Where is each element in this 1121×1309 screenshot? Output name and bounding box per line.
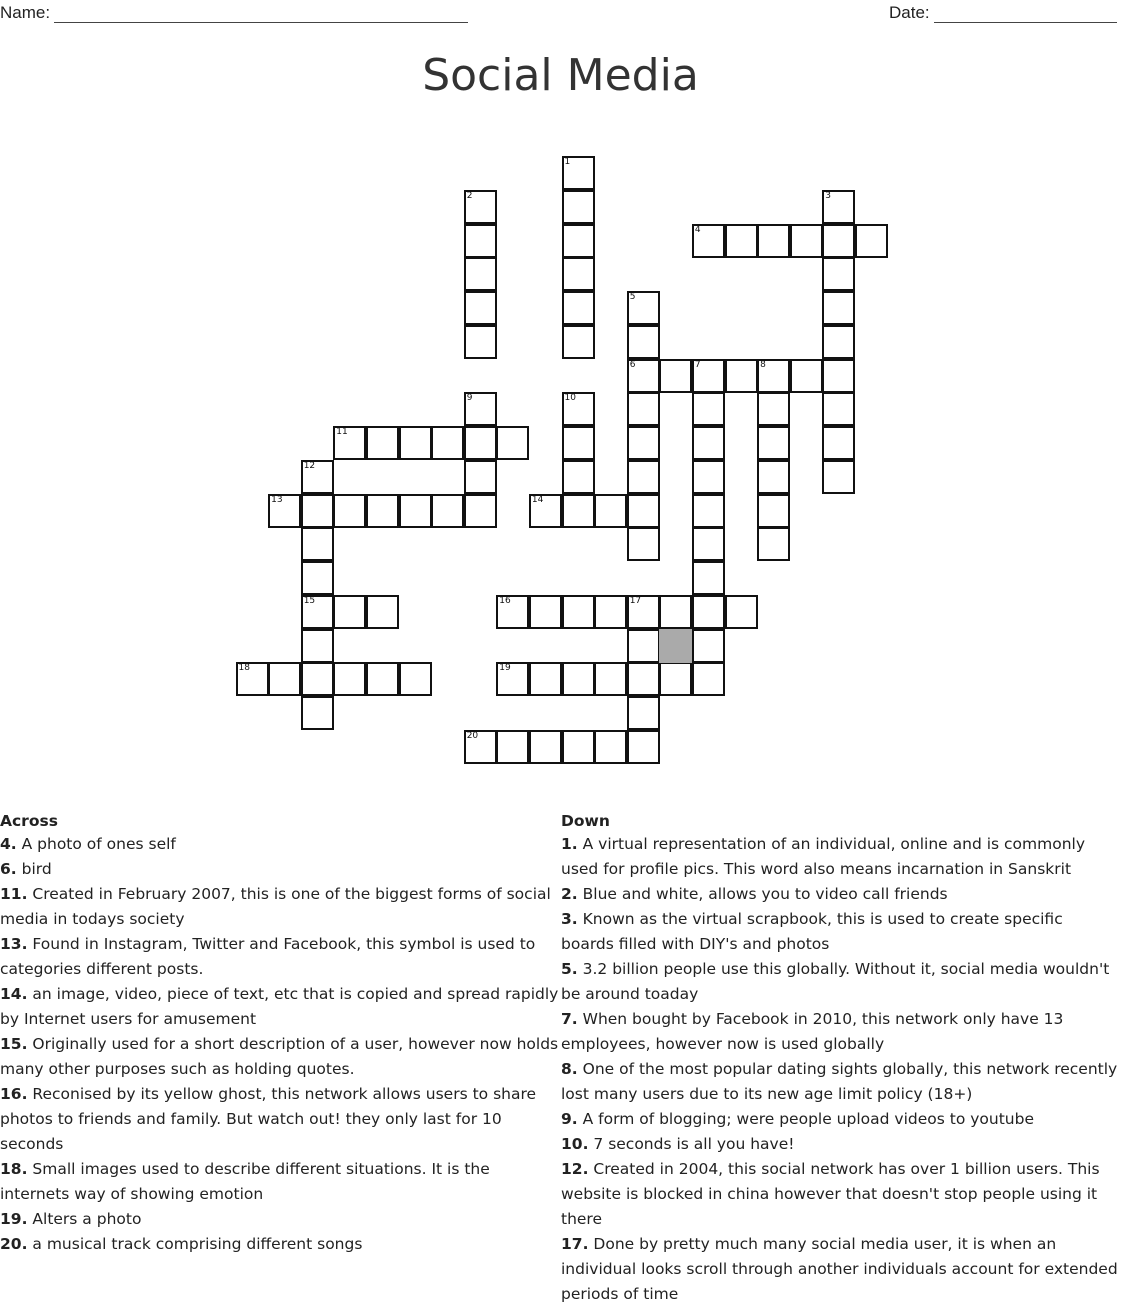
cell-number: 7 <box>694 359 701 370</box>
grid-cell[interactable] <box>822 291 855 325</box>
grid-cell[interactable] <box>464 426 497 460</box>
grid-cell[interactable] <box>594 730 627 764</box>
grid-cell[interactable] <box>529 730 562 764</box>
grid-cell[interactable] <box>594 662 627 696</box>
grid-cell[interactable] <box>822 426 855 460</box>
grid-cell[interactable] <box>366 494 399 528</box>
clue-text: Small images used to describe different situations. It is the internets way of showing emotion <box>0 1160 490 1203</box>
across-heading: Across <box>0 812 58 830</box>
down-clue <box>561 957 1119 1007</box>
grid-cell[interactable] <box>301 460 334 494</box>
down-clue <box>561 1007 1119 1057</box>
grid-cell[interactable] <box>333 595 366 629</box>
grid-cell[interactable] <box>464 730 497 764</box>
grid-cell[interactable] <box>464 224 497 258</box>
grid-cell[interactable] <box>757 527 790 561</box>
cell-number: 13 <box>271 494 283 505</box>
grid-cell[interactable] <box>627 325 660 359</box>
clue-number: 14. <box>0 985 28 1003</box>
cell-number: 3 <box>825 190 832 201</box>
grid-cell[interactable] <box>659 662 692 696</box>
clue-text: Found in Instagram, Twitter and Facebook, this symbol is used to categories different posts. <box>0 935 536 978</box>
down-clue <box>561 882 1119 907</box>
grid-cell[interactable] <box>333 426 366 460</box>
grid-cell[interactable] <box>692 527 725 561</box>
down-clues <box>561 810 1119 1307</box>
across-clue <box>0 1207 560 1232</box>
grid-cell[interactable] <box>627 426 660 460</box>
grid-cell[interactable] <box>627 595 660 629</box>
clue-text: bird <box>21 860 52 878</box>
cell-number: 17 <box>629 595 642 606</box>
cell-number: 2 <box>466 190 473 201</box>
clue-text: 7 seconds is all you have! <box>593 1135 795 1153</box>
clue-number: 19. <box>0 1210 28 1228</box>
grid-cell[interactable] <box>236 662 269 696</box>
clue-text: One of the most popular dating sights globally, this network recently lost many users due to its new age limit policy (18+) <box>561 1060 1118 1103</box>
grid-cell[interactable] <box>725 224 758 258</box>
grid-cell[interactable] <box>562 494 595 528</box>
across-clue <box>0 982 560 1032</box>
clue-number: 12. <box>561 1160 589 1178</box>
grid-cell[interactable] <box>855 224 888 258</box>
across-clue <box>0 1082 560 1157</box>
grid-cell[interactable] <box>757 224 790 258</box>
across-clue <box>0 857 560 882</box>
grid-cell[interactable] <box>594 595 627 629</box>
down-clue <box>561 1232 1119 1307</box>
clue-text: Created in February 2007, this is one of the biggest forms of social media in todays society <box>0 885 551 928</box>
shaded-cell <box>659 629 692 663</box>
grid-cell[interactable] <box>464 460 497 494</box>
cell-number: 10 <box>564 393 576 404</box>
across-clue <box>0 882 560 932</box>
down-clue <box>561 832 1119 882</box>
cell-number: 5 <box>629 292 636 302</box>
grid-cell[interactable] <box>301 494 334 528</box>
grid-cell[interactable] <box>562 325 595 359</box>
across-clue <box>0 932 560 982</box>
grid-cell[interactable] <box>757 359 790 393</box>
grid-cell[interactable] <box>366 426 399 460</box>
grid-cell[interactable] <box>627 527 660 561</box>
grid-cell[interactable] <box>757 494 790 528</box>
grid-cell[interactable] <box>366 662 399 696</box>
cell-number: 11 <box>336 427 348 437</box>
clue-number: 4. <box>0 835 17 853</box>
grid-cell[interactable] <box>301 595 334 629</box>
grid-cell[interactable] <box>822 325 855 359</box>
down-clue <box>561 1057 1119 1107</box>
clue-number: 5. <box>561 960 578 978</box>
grid-cell[interactable] <box>562 730 595 764</box>
clue-number: 13. <box>0 935 28 953</box>
grid-cell[interactable] <box>301 527 334 561</box>
grid-cell[interactable] <box>464 291 497 325</box>
clue-number: 17. <box>561 1235 589 1253</box>
down-clue <box>561 1157 1119 1232</box>
grid-cell[interactable] <box>366 595 399 629</box>
grid-cell[interactable] <box>562 460 595 494</box>
grid-cell[interactable] <box>268 494 301 528</box>
grid-cell[interactable] <box>692 494 725 528</box>
grid-cell[interactable] <box>464 190 497 224</box>
grid-cell[interactable] <box>464 257 497 291</box>
grid-cell[interactable] <box>757 460 790 494</box>
cell-number: 14 <box>531 494 544 505</box>
grid-cell[interactable] <box>301 696 334 730</box>
clue-text: Created in 2004, this social network has over 1 billion users. This website is blocked in china however that doesn't stop people using it there <box>561 1160 1100 1228</box>
across-clue <box>0 832 560 857</box>
clue-text: Alters a photo <box>32 1210 142 1228</box>
grid-cell[interactable] <box>627 629 660 663</box>
grid-cell[interactable] <box>692 460 725 494</box>
cell-number: 15 <box>303 595 316 606</box>
clue-text: an image, video, piece of text, etc that is copied and spread rapidly by Internet users for amusement <box>0 985 559 1028</box>
grid-cell[interactable] <box>692 392 725 426</box>
name-label: Name: <box>0 3 51 22</box>
clue-text: When bought by Facebook in 2010, this network only have 13 employees, however now is used globally <box>561 1010 1064 1053</box>
grid-cell[interactable] <box>692 662 725 696</box>
cell-number: 16 <box>499 595 511 606</box>
grid-cell[interactable] <box>627 359 660 393</box>
grid-cell[interactable] <box>562 392 595 426</box>
grid-cell[interactable] <box>659 595 692 629</box>
grid-cell[interactable] <box>431 426 464 460</box>
grid-cell[interactable] <box>464 325 497 359</box>
cell-number: 19 <box>499 663 511 674</box>
clue-number: 2. <box>561 885 578 903</box>
grid-cell[interactable] <box>692 595 725 629</box>
clue-number: 18. <box>0 1160 28 1178</box>
grid-cell[interactable] <box>399 662 432 696</box>
clue-text: a musical track comprising different songs <box>32 1235 363 1253</box>
grid-cell[interactable] <box>399 494 432 528</box>
cell-number: 6 <box>629 359 636 370</box>
grid-cell[interactable] <box>627 291 660 325</box>
grid-cell[interactable] <box>822 257 855 291</box>
grid-cell[interactable] <box>790 224 823 258</box>
grid-cell[interactable] <box>399 426 432 460</box>
grid-cell[interactable] <box>562 426 595 460</box>
cell-number: 12 <box>303 460 316 471</box>
across-clue <box>0 1232 560 1257</box>
across-clue <box>0 1157 560 1207</box>
clue-number: 3. <box>561 910 578 928</box>
grid-cell[interactable] <box>692 629 725 663</box>
grid-cell[interactable] <box>529 494 562 528</box>
grid-cell[interactable] <box>594 494 627 528</box>
grid-cell[interactable] <box>333 494 366 528</box>
grid-cell[interactable] <box>822 392 855 426</box>
clue-text: Originally used for a short description of a user, however now holds many other purposes such as holding quotes. <box>0 1035 559 1078</box>
clue-number: 15. <box>0 1035 28 1053</box>
puzzle-title: Social Media <box>422 50 699 101</box>
clue-text: A photo of ones self <box>21 835 176 853</box>
clue-number: 11. <box>0 885 28 903</box>
grid-cell[interactable] <box>822 460 855 494</box>
clue-number: 6. <box>0 860 17 878</box>
grid-cell[interactable] <box>627 662 660 696</box>
grid-cell[interactable] <box>562 257 595 291</box>
cell-number: 4 <box>694 224 701 235</box>
grid-cell[interactable] <box>627 696 660 730</box>
grid-cell[interactable] <box>529 662 562 696</box>
clue-text: Done by pretty much many social media user, it is when an individual looks scroll through another individuals account for extended periods of time <box>561 1235 1118 1303</box>
grid-cell[interactable] <box>529 595 562 629</box>
grid-cell[interactable] <box>692 359 725 393</box>
clue-number: 10. <box>561 1135 589 1153</box>
grid-cell[interactable] <box>431 494 464 528</box>
clue-text: A virtual representation of an individual, online and is commonly used for profile pics. This word also means incarnation in Sanskrit <box>561 835 1086 878</box>
grid-cell[interactable] <box>692 561 725 595</box>
grid-cell[interactable] <box>627 494 660 528</box>
clue-text: Known as the virtual scrapbook, this is used to create specific boards filled with DIY's and photos <box>561 910 1063 953</box>
down-clue <box>561 1132 1119 1157</box>
grid-cell[interactable] <box>692 426 725 460</box>
cell-number: 18 <box>238 663 250 674</box>
cell-number: 1 <box>564 157 571 167</box>
grid-cell[interactable] <box>627 392 660 426</box>
grid-cell[interactable] <box>659 359 692 393</box>
grid-cell[interactable] <box>562 156 595 190</box>
grid-cell[interactable] <box>562 190 595 224</box>
grid-cell[interactable] <box>822 359 855 393</box>
grid-cell[interactable] <box>725 595 758 629</box>
grid-cell[interactable] <box>496 730 529 764</box>
clue-number: 1. <box>561 835 578 853</box>
down-clue <box>561 1107 1119 1132</box>
cell-number: 9 <box>466 393 473 404</box>
grid-cell[interactable] <box>790 359 823 393</box>
clue-number: 8. <box>561 1060 578 1078</box>
clue-text: A form of blogging; were people upload videos to youtube <box>582 1110 1034 1128</box>
down-heading: Down <box>561 812 610 830</box>
grid-cell[interactable] <box>301 561 334 595</box>
grid-cell[interactable] <box>822 190 855 224</box>
clue-number: 7. <box>561 1010 578 1028</box>
grid-cell[interactable] <box>692 224 725 258</box>
clue-number: 20. <box>0 1235 28 1253</box>
across-clue <box>0 1032 560 1082</box>
grid-cell[interactable] <box>464 392 497 426</box>
grid-cell[interactable] <box>268 662 301 696</box>
clue-number: 9. <box>561 1110 578 1128</box>
grid-cell[interactable] <box>627 730 660 764</box>
date-label: Date: <box>889 3 930 22</box>
clue-text: Blue and white, allows you to video call friends <box>582 885 948 903</box>
grid-cell[interactable] <box>301 629 334 663</box>
grid-cell[interactable] <box>562 224 595 258</box>
grid-cell[interactable] <box>496 595 529 629</box>
grid-cell[interactable] <box>562 662 595 696</box>
clue-text: Reconised by its yellow ghost, this network allows users to share photos to friends and family. But watch out! they only last for 10 seconds <box>0 1085 537 1153</box>
grid-cell[interactable] <box>757 426 790 460</box>
cell-number: 20 <box>466 730 479 741</box>
clue-number: 16. <box>0 1085 28 1103</box>
grid-cell[interactable] <box>464 494 497 528</box>
grid-cell[interactable] <box>301 662 334 696</box>
grid-cell[interactable] <box>496 426 529 460</box>
grid-cell[interactable] <box>496 662 529 696</box>
grid-cell[interactable] <box>822 224 855 258</box>
cell-number: 8 <box>760 359 766 370</box>
grid-cell[interactable] <box>562 291 595 325</box>
across-clues <box>0 810 560 1257</box>
grid-cell[interactable] <box>562 595 595 629</box>
grid-cell[interactable] <box>627 460 660 494</box>
grid-cell[interactable] <box>333 662 366 696</box>
down-clue <box>561 907 1119 957</box>
grid-cell[interactable] <box>725 359 758 393</box>
grid-cell[interactable] <box>757 392 790 426</box>
clue-text: 3.2 billion people use this globally. Without it, social media wouldn't be around toaday <box>561 960 1110 1003</box>
